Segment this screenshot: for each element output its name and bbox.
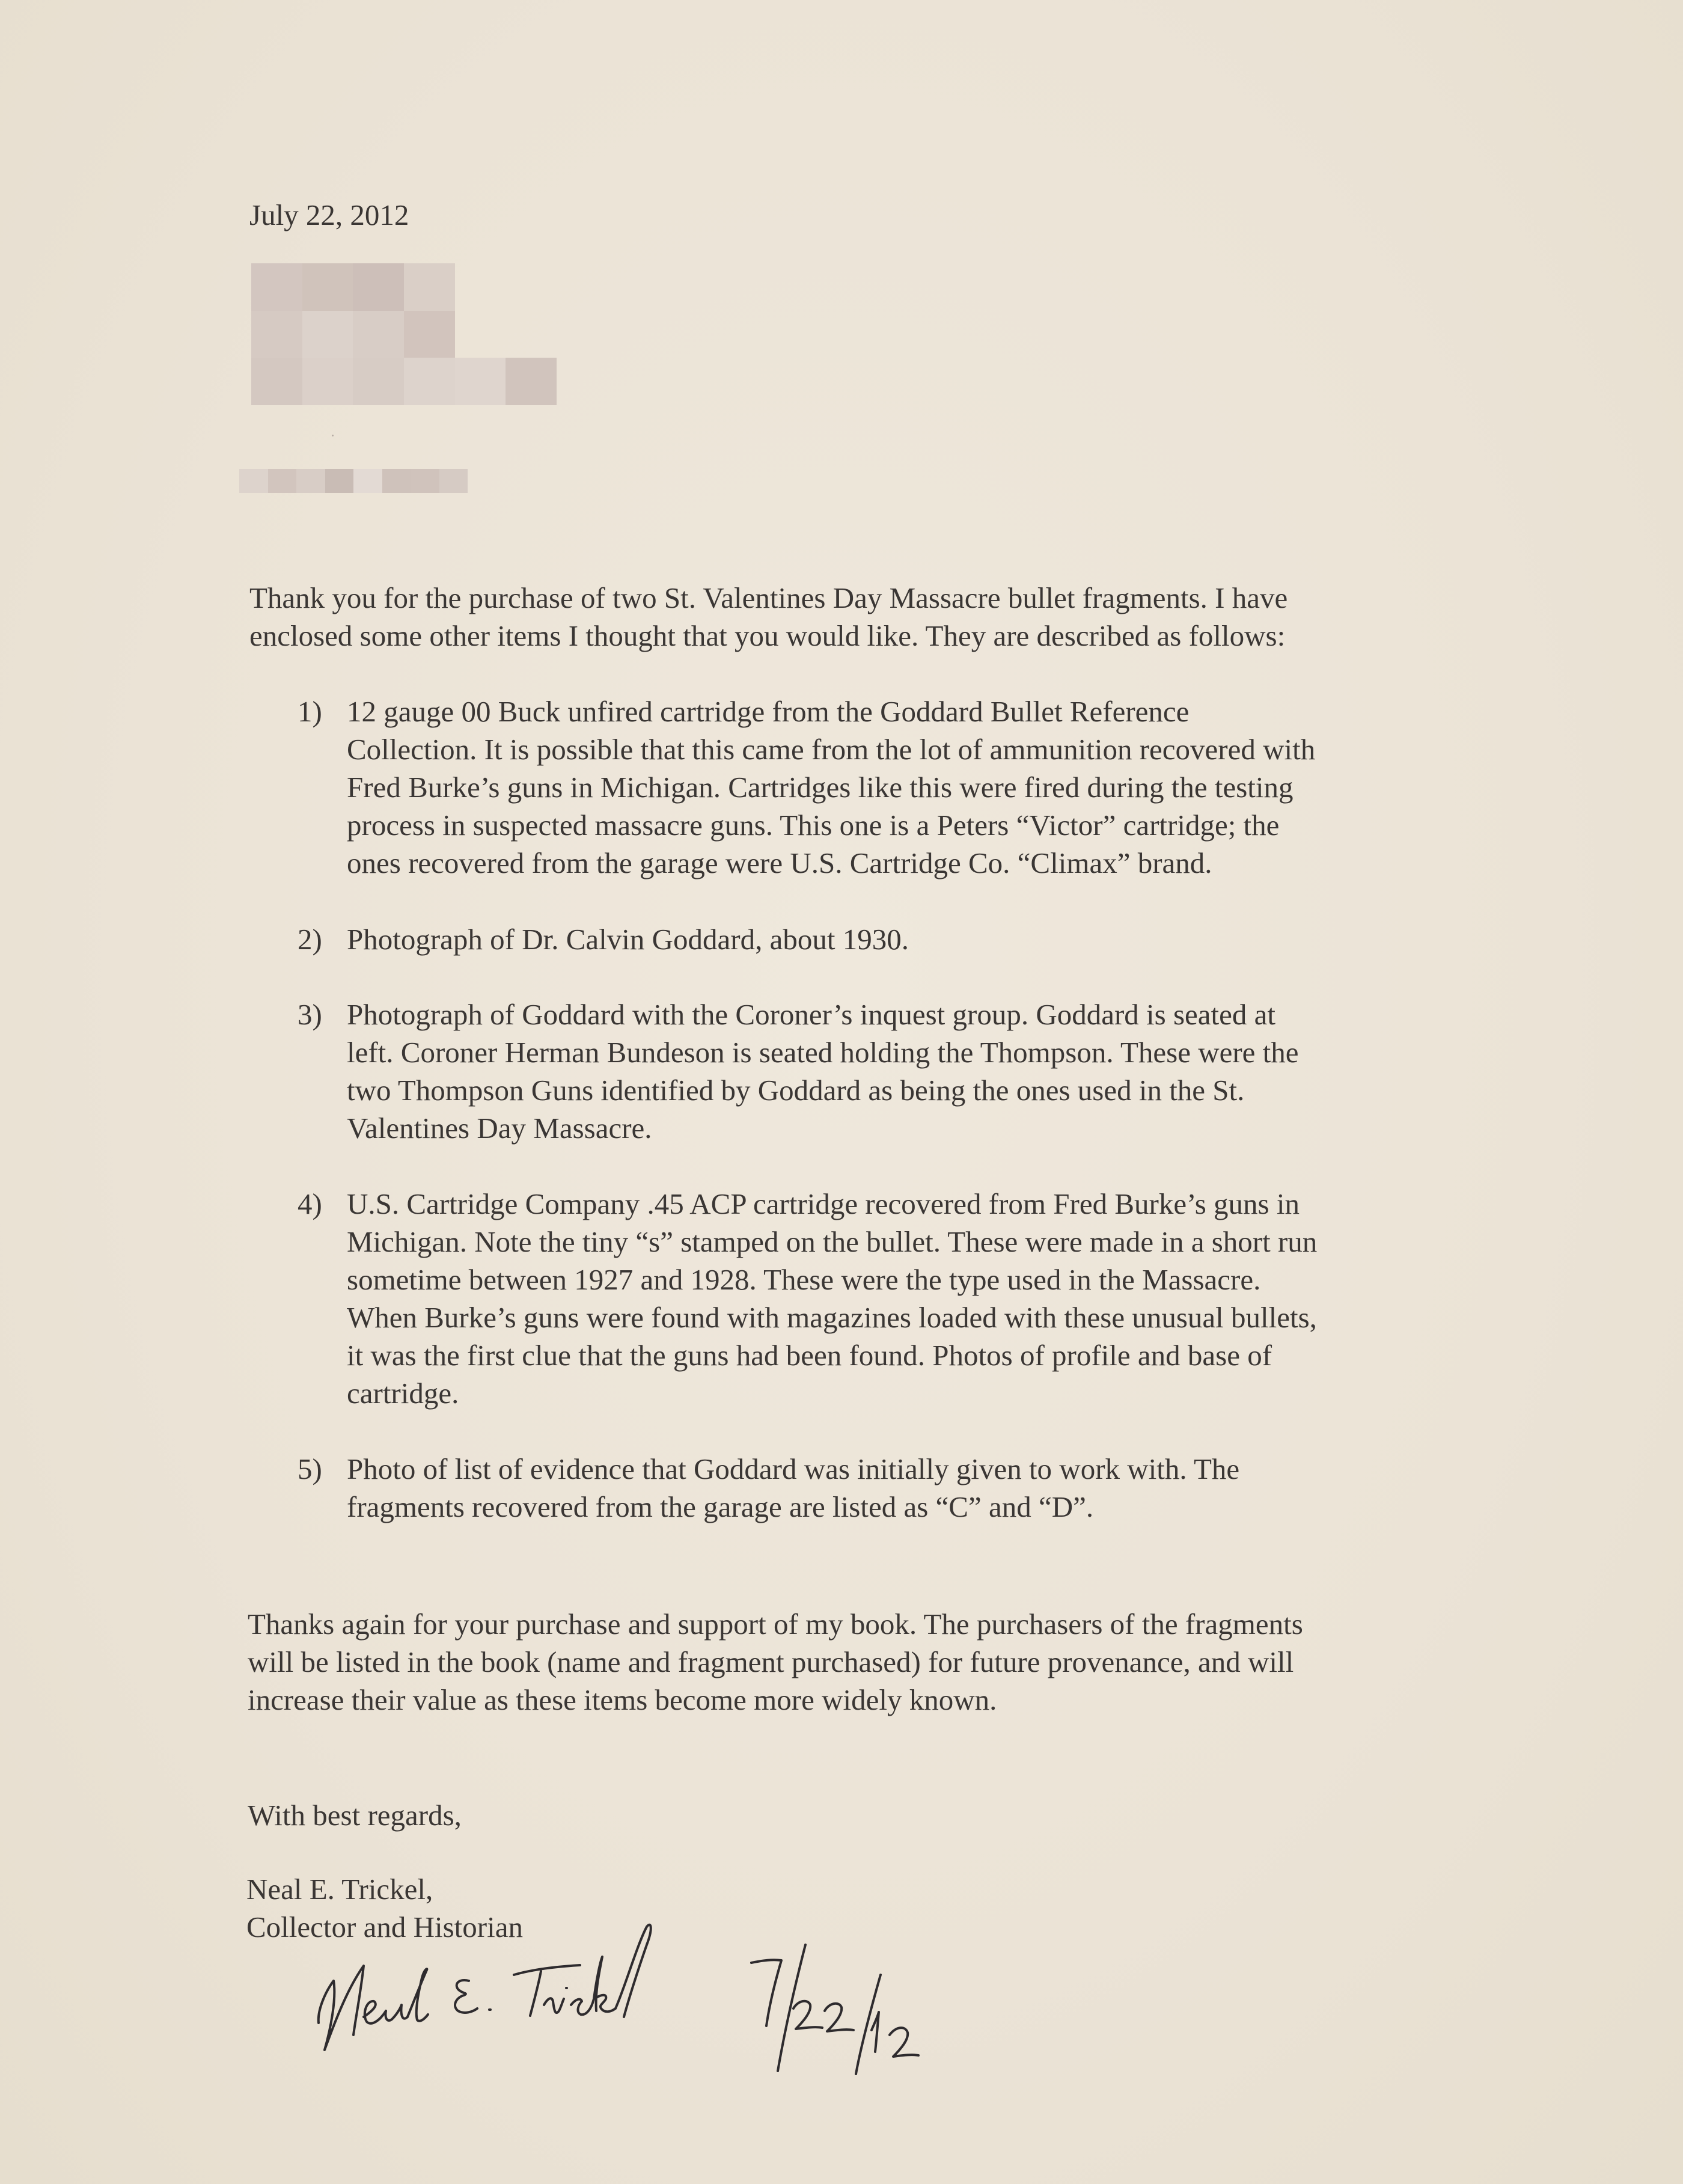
redacted-address-block [251, 263, 557, 405]
list-item-line: it was the first clue that the guns had been found. Photos of profile and base of [347, 1339, 1272, 1372]
list-item-body [347, 1185, 1317, 1412]
list-item-body [347, 1450, 1239, 1526]
list-item-number: 4) [298, 1187, 322, 1220]
paper-speck [332, 435, 334, 436]
list-item-number: 5) [298, 1452, 322, 1485]
closing-line: Thanks again for your purchase and support of my book. The purchasers of the fragments [248, 1607, 1303, 1641]
list-item-body [347, 996, 1299, 1147]
list-item-line: Fred Burke’s guns in Michigan. Cartridges like this were fired during the testing [347, 771, 1294, 804]
signer-name: Neal E. Trickel, [246, 1873, 433, 1906]
list-item-line: U.S. Cartridge Company .45 ACP cartridge recovered from Fred Burke’s guns in [347, 1187, 1300, 1220]
letter-date: July 22, 2012 [249, 198, 409, 231]
redacted-salutation [239, 469, 468, 493]
list-item-body [347, 693, 1315, 882]
list-item-line: two Thompson Guns identified by Goddard as being the ones used in the St. [347, 1074, 1245, 1107]
list-item-line: left. Coroner Herman Bundeson is seated holding the Thompson. These were the [347, 1036, 1299, 1069]
list-item-line: cartridge. [347, 1377, 459, 1410]
list-item-line: Michigan. Note the tiny “s” stamped on the bullet. These were made in a short run [347, 1225, 1318, 1258]
closing-line: increase their value as these items become more widely known. [248, 1683, 997, 1716]
intro-line: Thank you for the purchase of two St. Valentines Day Massacre bullet fragments. I have [249, 581, 1288, 614]
list-item-line: ones recovered from the garage were U.S. Cartridge Co. “Climax” brand. [347, 846, 1212, 879]
signer-title: Collector and Historian [246, 1910, 523, 1944]
closing-line: will be listed in the book (name and fragment purchased) for future provenance, and will [248, 1645, 1294, 1678]
list-item-line: fragments recovered from the garage are listed as “C” and “D”. [347, 1490, 1094, 1523]
intro-line: enclosed some other items I thought that you would like. They are described as follows: [249, 619, 1286, 652]
list-item-number: 3) [298, 998, 322, 1031]
list-item-line: Collection. It is possible that this came from the lot of ammunition recovered with [347, 733, 1316, 766]
list-item-line: Photograph of Dr. Calvin Goddard, about 1930. [347, 923, 909, 956]
list-item-number: 2) [298, 923, 322, 956]
handwritten-signature-and-date [307, 1921, 980, 2077]
intro-paragraph [249, 579, 1287, 655]
list-item-line: Photo of list of evidence that Goddard was initially given to work with. The [347, 1452, 1240, 1485]
list-item-line: When Burke’s guns were found with magazines loaded with these unusual bullets, [347, 1301, 1317, 1334]
list-item-body [347, 920, 909, 958]
list-item-line: process in suspected massacre guns. This one is a Peters “Victor” cartridge; the [347, 809, 1280, 842]
closing-paragraph [248, 1605, 1303, 1719]
list-item-line: 12 gauge 00 Buck unfired cartridge from the Goddard Bullet Reference [347, 695, 1190, 728]
list-item-line: Photograph of Goddard with the Coroner’s inquest group. Goddard is seated at [347, 998, 1276, 1031]
list-item-line: Valentines Day Massacre. [347, 1112, 652, 1145]
list-item-number: 1) [298, 695, 322, 728]
list-item-line: sometime between 1927 and 1928. These were the type used in the Massacre. [347, 1263, 1261, 1296]
sign-off: With best regards, [248, 1799, 462, 1832]
